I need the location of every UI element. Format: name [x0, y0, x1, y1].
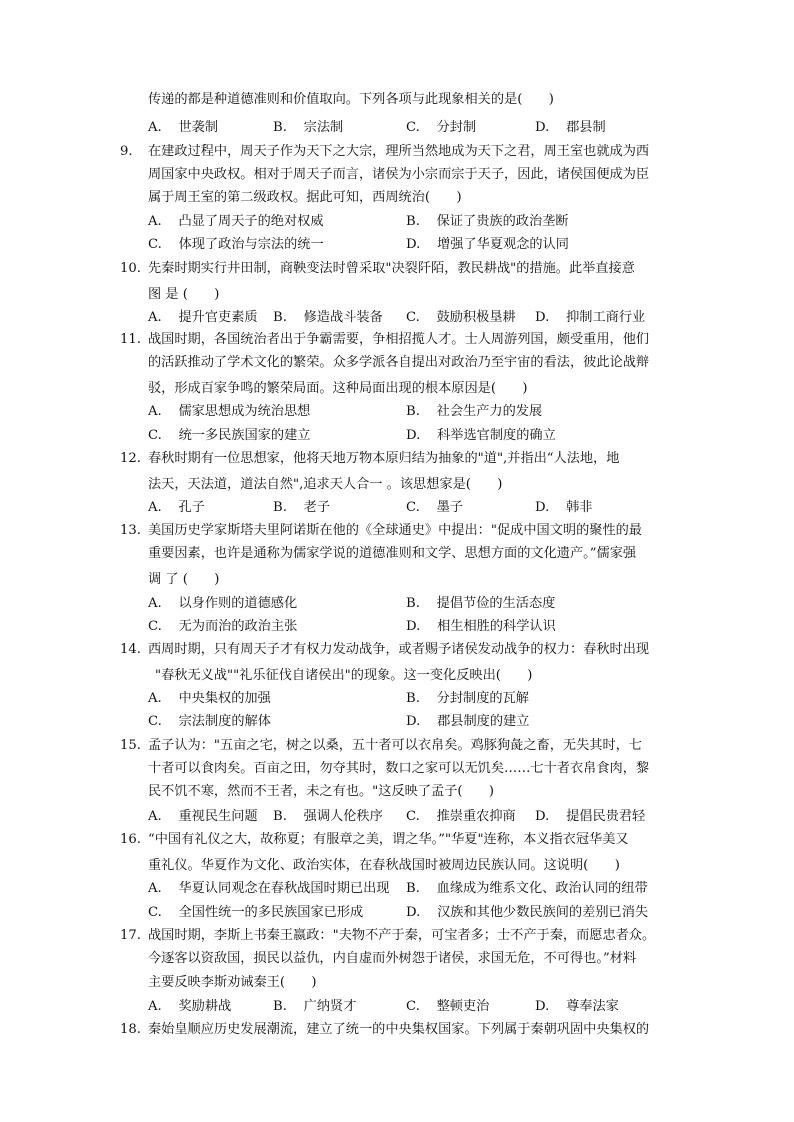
option-d: D. 韩非 — [535, 500, 593, 515]
question-line: 秦始皇顺应历史发展潮流，建立了统一的中央集权国家。下列属于秦朝巩固中央集权的 — [148, 1022, 650, 1037]
question-line: 美国历史学家斯塔夫里阿诺斯在他的《全球通史》中提出："促成中国文明的聚性的最 — [148, 523, 642, 538]
option-b: B. 广纳贤才 — [273, 999, 357, 1014]
option-a: A. 重视民生问题 — [148, 809, 258, 824]
question-number: 12. — [120, 451, 141, 466]
option-c: C. 宗法制度的解体 — [148, 714, 271, 729]
question-line: 西周时期，只有周天子才有权力发动战争，或者赐予诸侯发动战争的权力：春秋时出现 — [148, 642, 650, 657]
question-line: “中国有礼仪之大，故称夏；有服章之美，谓之华。”"华夏"连称，本义指衣冠华美又 — [148, 832, 629, 847]
question-line: 图 是 ( ) — [148, 287, 220, 302]
question-number: 15. — [120, 738, 141, 753]
intro-option-c: C. 分封制 — [406, 120, 477, 135]
option-a: A. 以身作则的道德感化 — [148, 596, 298, 611]
option-b: B. 保证了贵族的政治垄断 — [406, 214, 569, 229]
option-a: A. 儒家思想成为统治思想 — [148, 404, 311, 419]
option-c: C. 无为而治的政治主张 — [148, 619, 298, 634]
option-a: A. 奖励耕战 — [148, 999, 232, 1014]
option-b: B. 强调人伦秩序 — [273, 809, 383, 824]
question-line: 春秋时期有一位思想家，他将天地万物本原归结为抽象的"道",并指出“人法地，地 — [148, 451, 620, 466]
question-number: 11. — [120, 332, 141, 347]
option-b: B. 修造战斗装备 — [273, 310, 383, 325]
option-c: C. 体现了政治与宗法的统一 — [148, 237, 324, 252]
option-d: D. 科举选官制度的确立 — [406, 428, 556, 443]
option-a: A. 中央集权的加强 — [148, 691, 271, 706]
question-line: "春秋无义战""礼乐征伐自诸侯出"的现象。这一变化反映出( ) — [155, 668, 533, 683]
option-c: C. 墨子 — [406, 500, 463, 515]
question-line: 战国时期，李斯上书秦王嬴政："夫物不产于秦，可宝者多；士不产于秦，而愿忠者众。 — [148, 928, 656, 943]
intro-line: 传递的都是种道德准则和价值取向。下列各项与此现象相关的是( ) — [148, 92, 554, 107]
question-line: 驳，形成百家争鸣的繁荣局面。这种局面出现的根本原因是( ) — [148, 381, 528, 396]
question-line: 民不饥不寒，然而不王者，未之有也。"这反映了孟子( ) — [148, 784, 495, 799]
question-line: 孟子认为："五亩之宅，树之以桑，五十者可以衣帛矣。鸡豚狗彘之畜，无失其时，七 — [148, 738, 642, 753]
option-d: D. 相生相胜的科学认识 — [406, 619, 556, 634]
question-number: 17. — [120, 928, 141, 943]
option-b: B. 血缘成为维系文化、政治认同的纽带 — [406, 881, 648, 896]
option-d: D. 提倡民贵君轻 — [535, 809, 646, 824]
option-b: B. 分封制度的瓦解 — [406, 691, 529, 706]
option-c: C. 统一多民族国家的建立 — [148, 428, 311, 443]
option-a: A. 凸显了周天子的绝对权威 — [148, 214, 324, 229]
question-number: 18. — [120, 1022, 141, 1037]
question-line: 的活跃推动了学术文化的繁荣。众多学派各自提出对政治乃至宇宙的看法，彼此论战辩 — [148, 355, 650, 370]
intro-option-d: D. 郡县制 — [535, 120, 606, 135]
option-a: A. 提升官吏素质 — [148, 310, 258, 325]
option-d: D. 汉族和其他少数民族间的差别已消失 — [406, 905, 649, 920]
question-line: 周国家中央政权。相对于周天子而言，诸侯为小宗而宗于天子，因此，诸侯国便成为臣 — [148, 167, 650, 182]
option-c: C. 鼓励积极垦耕 — [406, 310, 516, 325]
option-d: D. 郡县制度的建立 — [406, 714, 530, 729]
option-d: D. 抑制工商行业 — [535, 310, 646, 325]
question-line: 调 了 ( ) — [148, 572, 220, 587]
question-number: 14. — [120, 642, 141, 657]
question-line: 重要因素，也许是通称为儒家学说的道德准则和文学、思想方面的文化遗产。”儒家强 — [148, 546, 637, 561]
option-b: B. 老子 — [273, 500, 331, 515]
question-line: 主要反映李斯劝诫秦王( ) — [148, 975, 317, 990]
question-line: 今逐客以资敌国，损民以益仇，内自虚而外树怨于诸侯，求国无危，不可得也。”材料 — [148, 951, 637, 966]
question-number: 9. — [120, 144, 133, 159]
question-number: 13. — [120, 523, 141, 538]
option-c: C. 推崇重农抑商 — [406, 809, 516, 824]
question-number: 16. — [120, 832, 141, 847]
option-a: A. 华夏认同观念在春秋战国时期已出现 — [148, 881, 390, 896]
option-b: B. 社会生产力的发展 — [406, 404, 543, 419]
question-line: 在建政过程中，周天子作为天下之大宗，理所当然地成为天下之君，周王室也就成为西 — [148, 144, 650, 159]
question-number: 10. — [120, 261, 141, 276]
option-d: D. 增强了华夏观念的认同 — [406, 237, 569, 252]
option-c: C. 全国性统一的多民族国家已形成 — [148, 905, 364, 920]
option-c: C. 整顿吏治 — [406, 999, 490, 1014]
question-line: 战国时期，各国统治者出于争霸需要，争相招揽人才。士人周游列国，颇受重用，他们 — [148, 332, 650, 347]
intro-option-a: A. 世袭制 — [148, 120, 219, 135]
intro-option-b: B. 宗法制 — [273, 120, 344, 135]
option-a: A. 孔子 — [148, 500, 205, 515]
question-line: 十者可以食肉矣。百亩之田，勿夺其时，数口之家可以无饥矣……七十者衣帛食肉，黎 — [148, 761, 650, 776]
option-d: D. 尊奉法家 — [535, 999, 619, 1014]
question-line: 属于周王室的第二级政权。据此可知，西周统治( ) — [148, 190, 462, 205]
question-line: 重礼仪。华夏作为文化、政治实体，在春秋战国时被周边民族认同。这说明( ) — [148, 858, 620, 873]
question-line: 法天，天法道，道法自然",追求天人合一 。该思想家是( ) — [148, 477, 503, 492]
question-line: 先秦时期实行井田制，商鞅变法时曾采取"决裂阡陌，教民耕战"的措施。此举直接意 — [148, 261, 635, 276]
option-b: B. 提倡节俭的生活态度 — [406, 596, 556, 611]
